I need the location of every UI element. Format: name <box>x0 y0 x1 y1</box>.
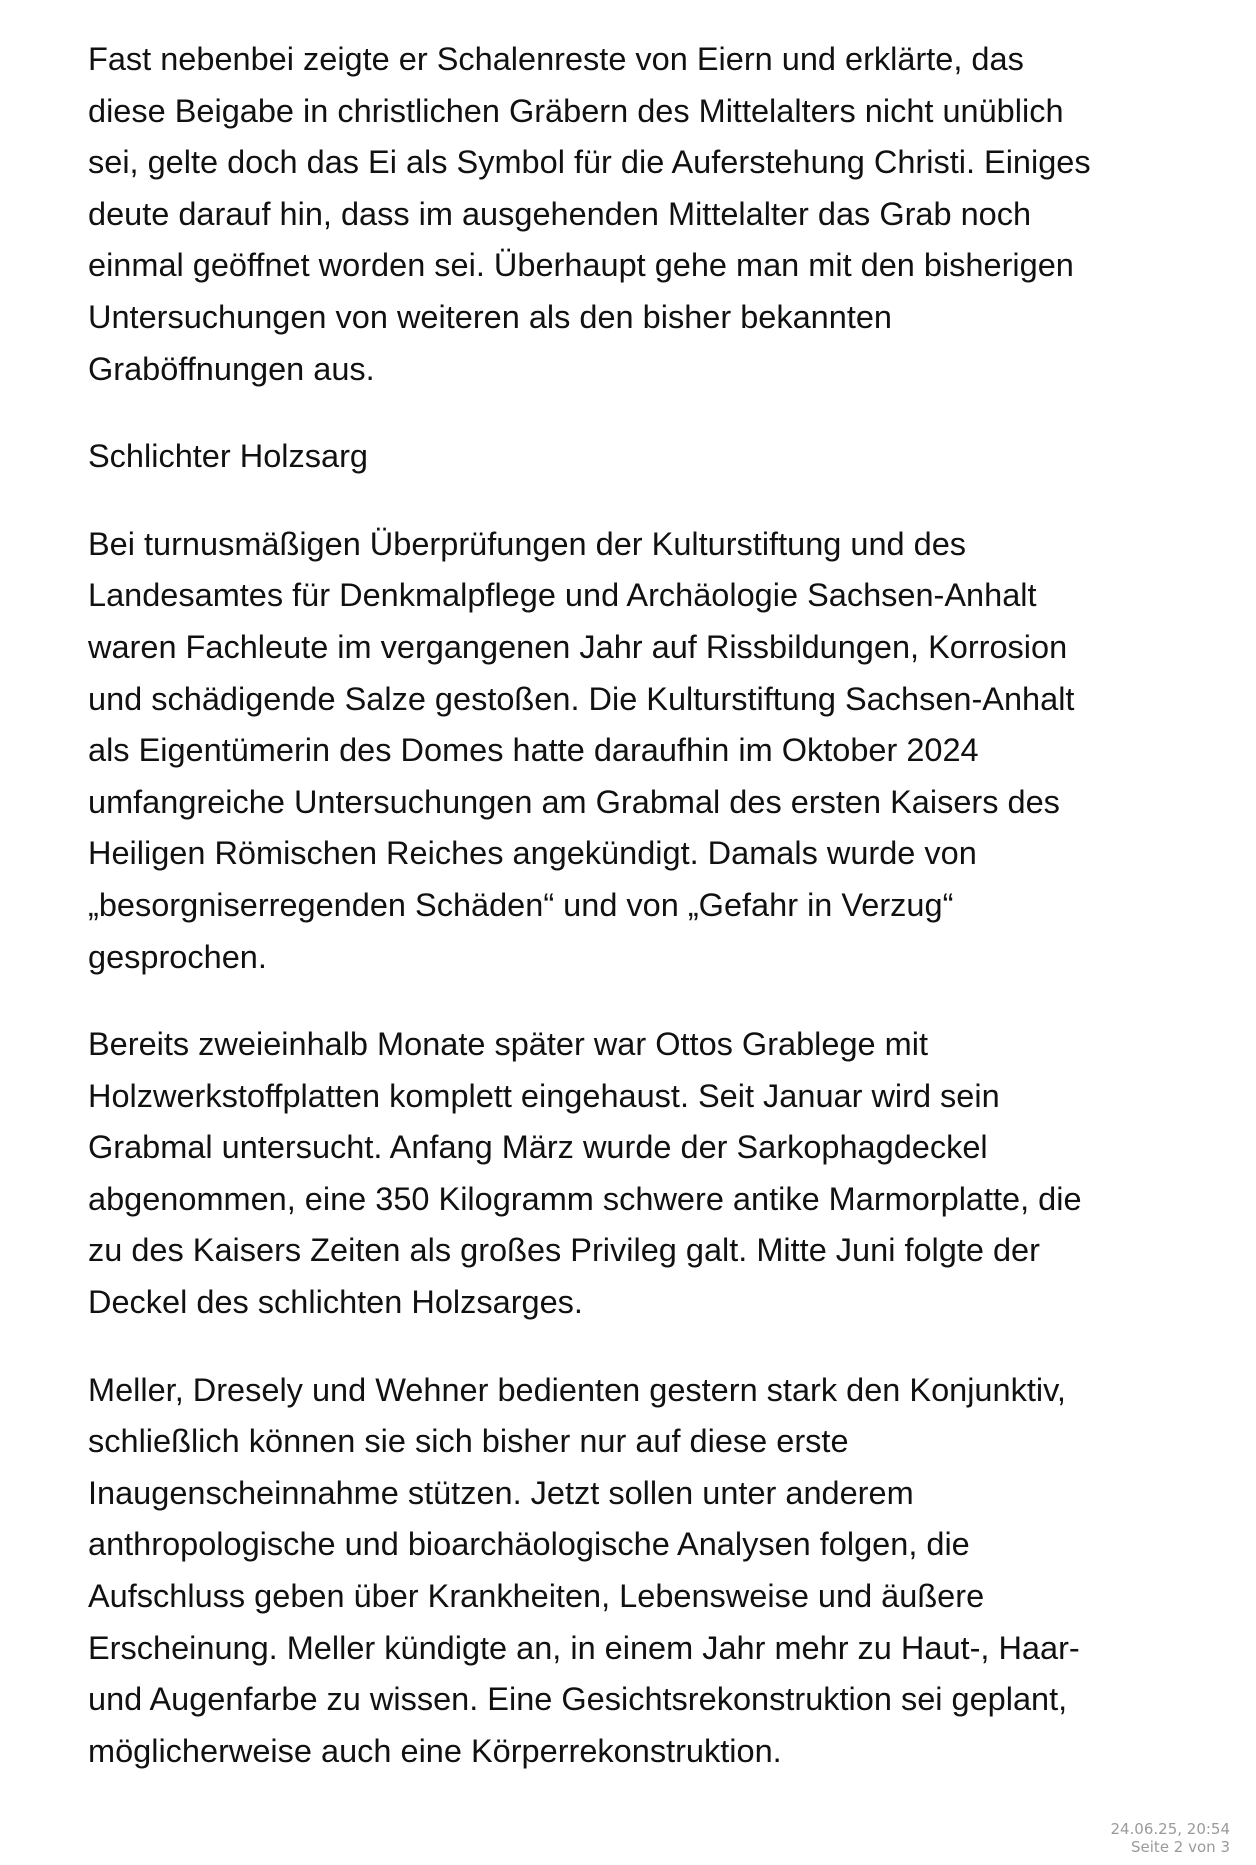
article-body <box>88 34 1178 1813</box>
section-heading: Schlichter Holzsarg <box>88 438 368 475</box>
paragraph-eggshells: Fast nebenbei zeigte er Schalenreste von Eiern und erklärte, das diese Beigabe in christlichen Gräbern des Mittelalters nicht unüblich sei, gelte doch das Ei als Symbol für die Auferstehung Christi. Einiges deute darauf hin, dass im ausgehenden Mittelalter das Grab noch einmal geöffnet worden sei. Überhaupt gehe man mit den bisherigen Untersuchungen von weiteren als den bisher bekannten Graböffnungen aus. <box>88 41 1091 387</box>
paragraph-analyses: Meller, Dresely und Wehner bedienten gestern stark den Konjunktiv, schließlich können sie sich bisher nur auf diese erste Inaugenscheinnahme stützen. Jetzt sollen unter anderem anthropologische und bioarchäologische Analysen folgen, die Aufschluss geben über Krankheiten, Lebensweise und äußere Erscheinung. Meller kündigte an, in einem Jahr mehr zu Haut-, Haar- und Augenfarbe zu wissen. Eine Gesichtsrekonstruktion sei geplant, möglicherweise auch eine Körperrekonstruktion. <box>88 1371 1080 1769</box>
paragraph-inspection: Bei turnusmäßigen Überprüfungen der Kulturstiftung und des Landesamtes für Denkmalpflege und Archäologie Sachsen-Anhalt waren Fachleute im vergangenen Jahr auf Rissbildungen, Korrosion und schädigende Salze gestoßen. Die Kulturstiftung Sachsen-Anhalt als Eigentümerin des Domes hatte daraufhin im Oktober 2024 umfangreiche Untersuchungen am Grabmal des ersten Kaisers des Heiligen Römischen Reiches angekündigt. Damals wurde von „besorgniserregenden Schäden“ und von „Gefahr in Verzug“ gesprochen. <box>88 525 1075 975</box>
paragraph-enclosure: Bereits zweieinhalb Monate später war Ottos Grablege mit Holzwerkstoffplatten komplett eingehaust. Seit Januar wird sein Grabmal untersucht. Anfang März wurde der Sarkophagdeckel abgenommen, eine 350 Kilogramm schwere antike Marmorplatte, die zu des Kaisers Zeiten als großes Privileg galt. Mitte Juni folgte der Deckel des schlichten Holzsarges. <box>88 1026 1082 1321</box>
print-timestamp: 24.06.25, 20:54 <box>1110 1820 1230 1838</box>
page-footer <box>1110 1820 1230 1856</box>
page-number: Seite 2 von 3 <box>1131 1838 1230 1856</box>
